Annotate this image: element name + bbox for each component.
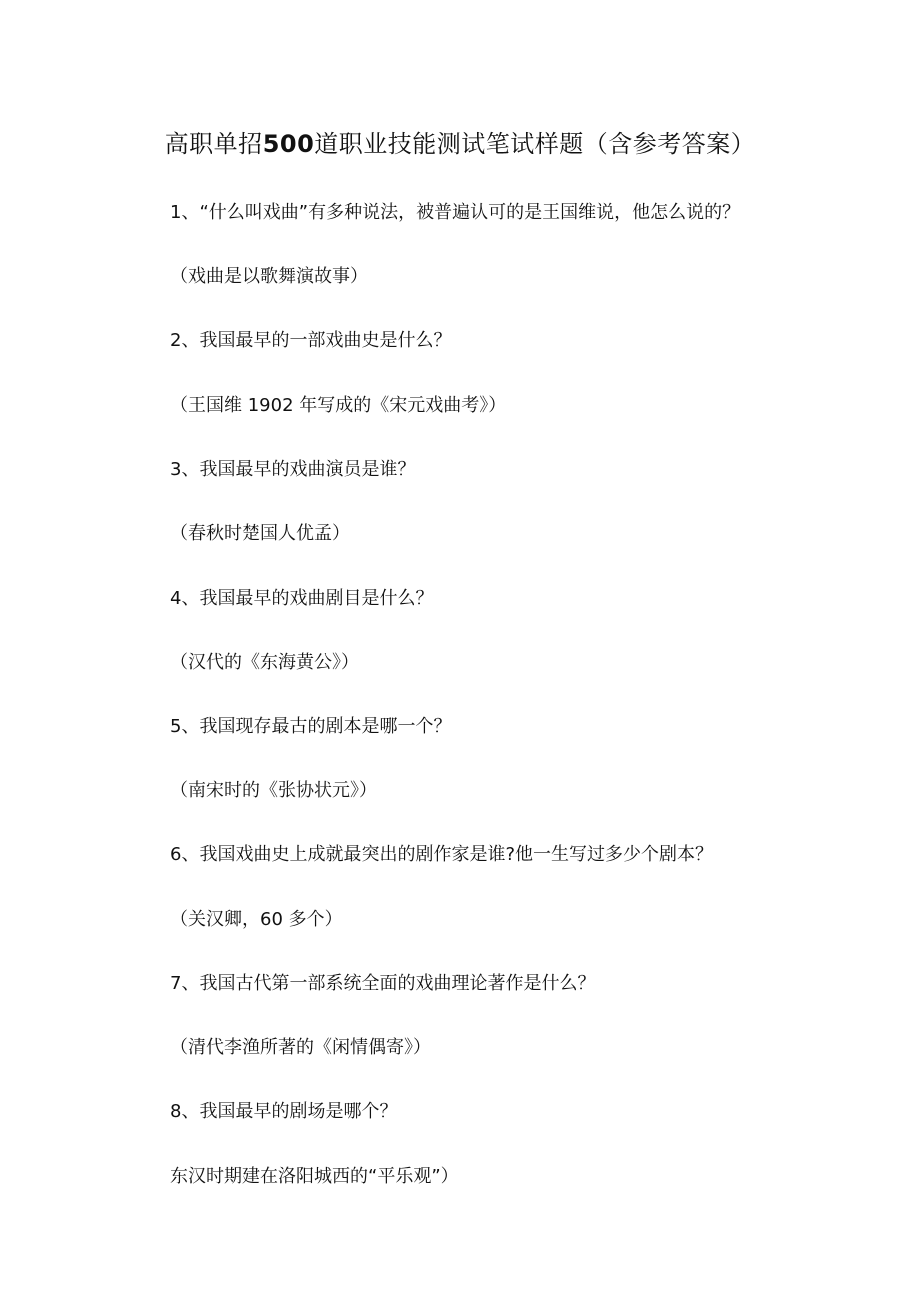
title-prefix: 高职单招 — [164, 130, 263, 158]
question-5: 5、我国现存最古的剧本是哪一个？ — [170, 716, 452, 737]
question-7: 7、我国古代第一部系统全面的戏曲理论著作是什么？ — [170, 973, 596, 994]
question-6: 6、我国戏曲史上成就最突出的剧作家是谁?他一生写过多少个剧本？ — [170, 844, 714, 865]
answer-7: （清代李渔所著的《闲情偶寄》） — [170, 1037, 431, 1058]
question-8: 8、我国最早的剧场是哪个？ — [170, 1101, 398, 1122]
title-suffix: 道职业技能测试笔试样题（含参考答案） — [314, 130, 756, 158]
answer-4: （汉代的《东海黄公》） — [170, 652, 359, 673]
question-4: 4、我国最早的戏曲剧目是什么？ — [170, 588, 434, 609]
title-number: 500 — [262, 130, 315, 158]
answer-5: （南宋时的《张协状元》） — [170, 780, 377, 801]
question-1: 1、“什么叫戏曲”有多种说法，被普遍认可的是王国维说，他怎么说的？ — [170, 202, 741, 223]
answer-2: （王国维 1902 年写成的《宋元戏曲考》） — [170, 395, 507, 416]
answer-6: （关汉卿，60 多个） — [170, 909, 343, 930]
question-2: 2、我国最早的一部戏曲史是什么？ — [170, 330, 452, 351]
answer-1: （戏曲是以歌舞演故事） — [170, 266, 368, 287]
question-3: 3、我国最早的戏曲演员是谁？ — [170, 459, 416, 480]
answer-8: 东汉时期建在洛阳城西的“平乐观”） — [170, 1166, 459, 1187]
document-title — [0, 126, 920, 162]
answer-3: （春秋时楚国人优孟） — [170, 523, 350, 544]
